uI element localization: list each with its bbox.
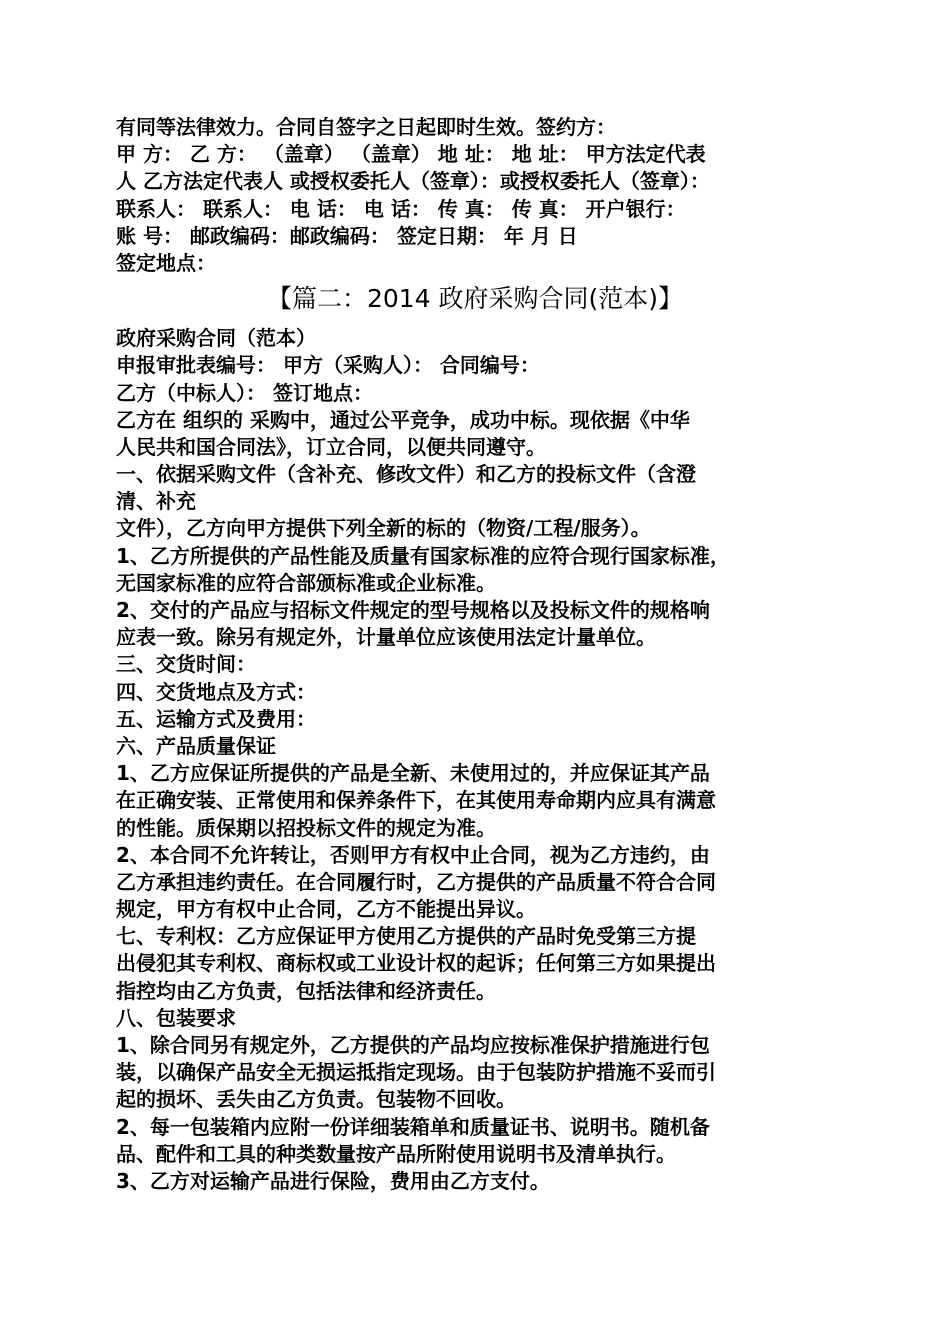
text-line: 甲 方： 乙 方： （盖章） （盖章） 地 址： 地 址： 甲方法定代表 [116,142,706,167]
text-line: 五、运输方式及费用： [116,706,316,731]
text-line: 四、交货地点及方式： [116,679,316,704]
text-line: 1、乙方应保证所提供的产品是全新、未使用过的，并应保证其产品 [116,761,710,786]
text-line: 出侵犯其专利权、商标权或工业设计权的起诉；任何第三方如果提出 [116,951,716,976]
text-line: 乙方（中标人）： 签订地点： [116,380,373,405]
text-line: 2、每一包装箱内应附一份详细装箱单和质量证书、说明书。随机备 [116,1114,710,1139]
text-line: 2、本合同不允许转让，否则甲方有权中止合同，视为乙方违约，由 [116,842,710,867]
text-line: 清、补充 [116,489,196,514]
section-title: 【篇二：2014 政府采购合同(范本)】 [266,284,684,314]
text-line: 在正确安装、正常使用和保养条件下，在其使用寿命期内应具有满意 [116,788,716,813]
text-line: 乙方承担违约责任。在合同履行时，乙方提供的产品质量不符合合同 [116,869,716,894]
text-line: 八、包装要求 [116,1005,236,1030]
text-line: 联系人： 联系人： 电 话： 电 话： 传 真： 传 真： 开户银行： [116,196,686,221]
text-line: 起的损坏、丢失由乙方负责。包装物不回收。 [116,1087,516,1112]
document-body [116,114,834,1195]
text-line: 品、配件和工具的种类数量按产品所附使用说明书及清单执行。 [116,1141,676,1166]
text-line: 六、产品质量保证 [116,733,276,758]
text-line: 申报审批表编号： 甲方（采购人）： 合同编号： [116,353,540,378]
text-line: 有同等法律效力。合同自签字之日起即时生效。签约方： [116,115,616,139]
text-line: 签定地点： [116,250,216,275]
text-line: 账 号： 邮政编码：邮政编码： 签定日期： 年 月 日 [116,223,578,248]
contract-body [116,325,834,1195]
text-line: 1、乙方所提供的产品性能及质量有国家标准的应符合现行国家标准， [116,543,730,568]
contract-signature-block [116,114,834,277]
text-line: 装，以确保产品安全无损运抵指定现场。由于包装防护措施不妥而引 [116,1060,716,1085]
text-line: 2、交付的产品应与招标文件规定的型号规格以及投标文件的规格响 [116,598,710,622]
text-line: 乙方在 组织的 采购中，通过公平竞争，成功中标。现依据《中华 [116,407,690,432]
text-line: 文件），乙方向甲方提供下列全新的标的（物资/工程/服务）。 [116,516,651,541]
text-line: 1、除合同另有规定外，乙方提供的产品均应按标准保护措施进行包 [116,1033,710,1057]
text-line: 政府采购合同（范本） [116,326,316,351]
text-line: 规定，甲方有权中止合同，乙方不能提出异议。 [116,897,536,922]
text-line: 无国家标准的应符合部颁标准或企业标准。 [116,570,496,595]
text-line: 应表一致。除另有规定外，计量单位应该使用法定计量单位。 [116,625,656,650]
text-line: 三、交货时间： [116,652,256,677]
text-line: 指控均由乙方负责，包括法律和经济责任。 [116,978,496,1003]
text-line: 人民共和国合同法》，订立合同，以便共同遵守。 [116,434,546,459]
text-line: 人 乙方法定代表人 或授权委托人（签章）：或授权委托人（签章）： [116,169,710,194]
text-line: 3、乙方对运输产品进行保险，费用由乙方支付。 [116,1168,550,1193]
text-line: 七、专利权：乙方应保证甲方使用乙方提供的产品时免受第三方提 [116,924,696,949]
text-line: 一、依据采购文件（含补充、修改文件）和乙方的投标文件（含澄 [116,462,696,487]
text-line: 的性能。质保期以招投标文件的规定为准。 [116,815,496,840]
